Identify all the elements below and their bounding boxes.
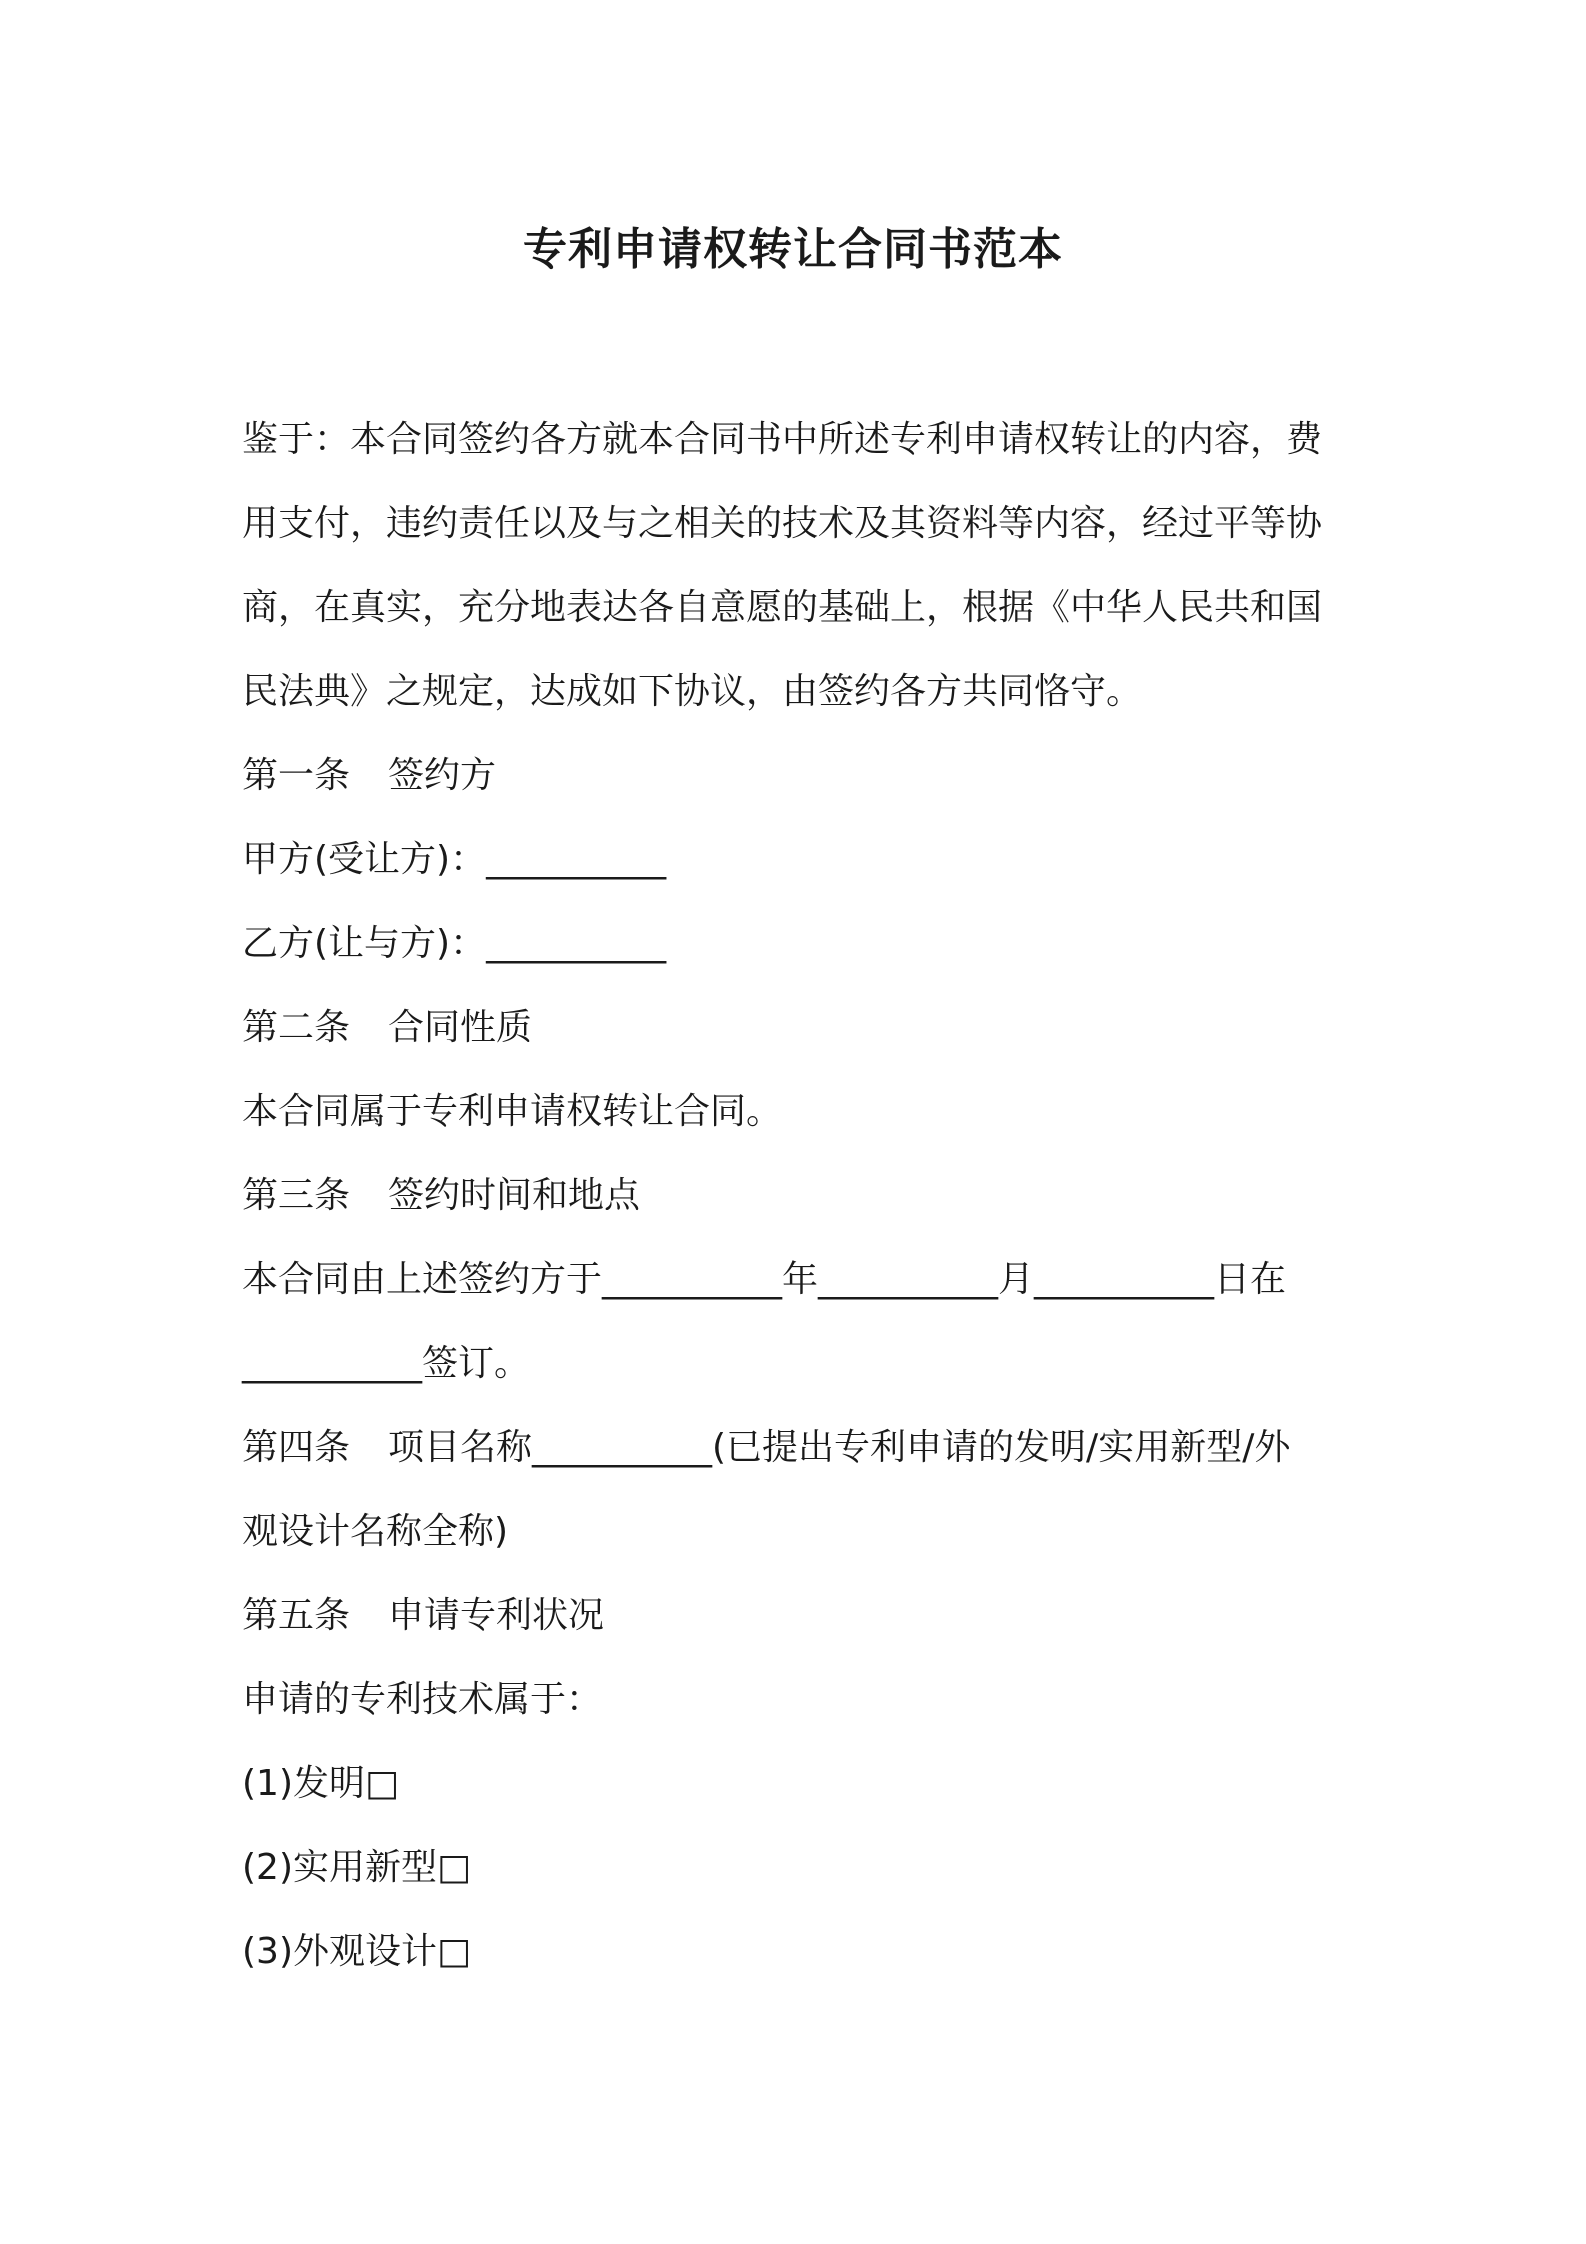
article-2-number: 第二条 bbox=[242, 1007, 351, 1048]
option-utility-model: (2)实用新型□ bbox=[242, 1847, 472, 1888]
preamble-line-2: 用支付，违约责任以及与之相关的技术及其资料等内容，经过平等协 bbox=[242, 503, 1323, 544]
document-title: 专利申请权转让合同书范本 bbox=[523, 224, 1063, 275]
article-3-title: 签约时间和地点 bbox=[388, 1175, 641, 1216]
preamble-line-1: 鉴于：本合同签约各方就本合同书中所述专利申请权转让的内容，费 bbox=[242, 419, 1323, 460]
document-body bbox=[242, 398, 1362, 1994]
article-3-heading bbox=[242, 1154, 1362, 1238]
article-1-number: 第一条 bbox=[242, 755, 351, 796]
article-5-heading bbox=[242, 1574, 1362, 1658]
article-3-line-1: 本合同由上述签约方于__________年__________月__________日在 bbox=[242, 1259, 1287, 1300]
article-2-title: 合同性质 bbox=[388, 1007, 533, 1048]
article-2-heading bbox=[242, 986, 1362, 1070]
article-3-number: 第三条 bbox=[242, 1175, 351, 1216]
article-1-heading bbox=[242, 734, 1362, 818]
party-a-line: 甲方(受让方)：__________ bbox=[242, 839, 667, 880]
preamble-line-4: 民法典》之规定，达成如下协议，由签约各方共同恪守。 bbox=[242, 671, 1143, 712]
preamble-line-3: 商，在真实，充分地表达各自意愿的基础上，根据《中华人民共和国 bbox=[242, 587, 1323, 628]
article-1-title: 签约方 bbox=[388, 755, 497, 796]
article-3-line-2: __________签订。 bbox=[242, 1343, 531, 1384]
option-design: (3)外观设计□ bbox=[242, 1931, 472, 1972]
article-4-line-2: 观设计名称全称) bbox=[242, 1511, 509, 1552]
article-2-text: 本合同属于专利申请权转让合同。 bbox=[242, 1091, 783, 1132]
party-b-line: 乙方(让与方)：__________ bbox=[242, 923, 667, 964]
article-5-intro: 申请的专利技术属于： bbox=[242, 1679, 603, 1720]
article-4-heading bbox=[242, 1406, 1362, 1490]
article-4-number: 第四条 bbox=[242, 1427, 351, 1468]
article-5-title: 申请专利状况 bbox=[388, 1595, 605, 1636]
option-invention: (1)发明□ bbox=[242, 1763, 400, 1804]
article-5-number: 第五条 bbox=[242, 1595, 351, 1636]
article-4-line-1: 项目名称__________(已提出专利申请的发明/实用新型/外 bbox=[388, 1427, 1291, 1468]
